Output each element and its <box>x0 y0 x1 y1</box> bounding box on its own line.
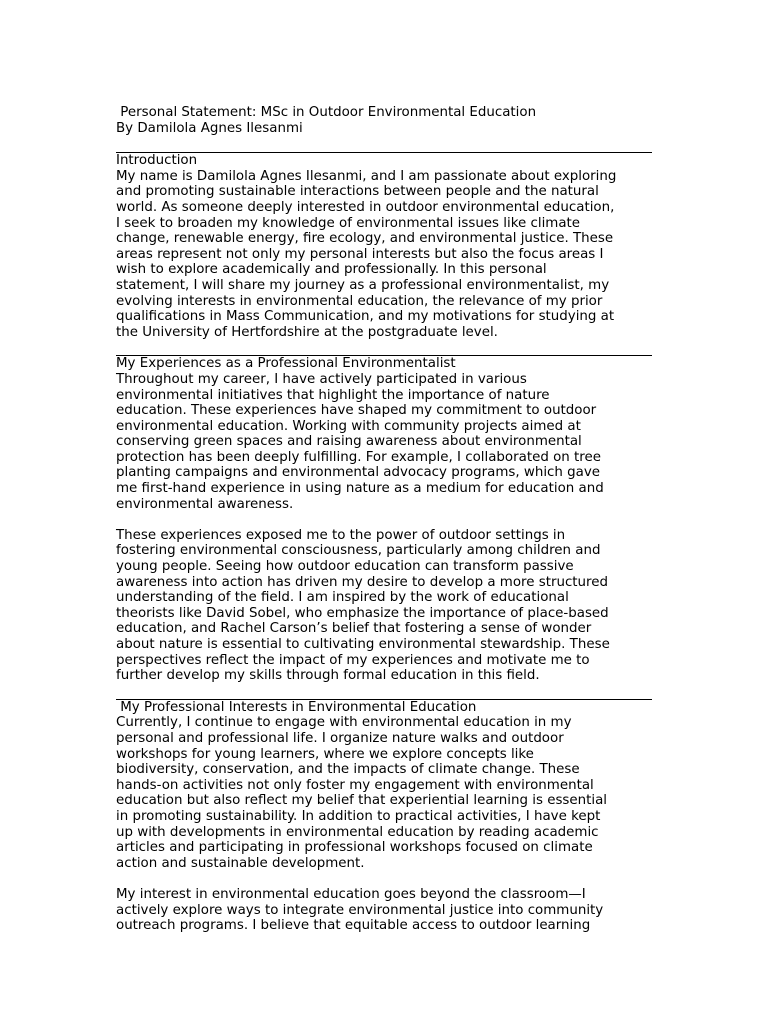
paragraph <box>116 372 652 512</box>
section-heading: Introduction <box>116 153 198 169</box>
document-byline: By Damilola Agnes Ilesanmi <box>116 120 303 136</box>
text-line: theorists like David Sobel, who emphasize the importance of place-based <box>116 605 609 621</box>
paragraph <box>116 169 652 341</box>
text-line: My interest in environmental education goes beyond the classroom—I <box>116 886 586 902</box>
text-line: the University of Hertfordshire at the postgraduate level. <box>116 324 498 340</box>
section-professional-interests <box>116 700 652 934</box>
text-line: further develop my skills through formal education in this field. <box>116 668 540 684</box>
text-line: statement, I will share my journey as a professional environmentalist, my <box>116 277 610 293</box>
text-line: I seek to broaden my knowledge of environmental issues like climate <box>116 215 581 231</box>
text-line: personal and professional life. I organize nature walks and outdoor <box>116 730 564 746</box>
title-block <box>116 105 652 136</box>
text-line: education but also reflect my belief that experiential learning is essential <box>116 793 608 809</box>
text-line: education. These experiences have shaped my commitment to outdoor <box>116 403 597 419</box>
text-line: change, renewable energy, fire ecology, and environmental justice. These <box>116 231 614 247</box>
text-line: Currently, I continue to engage with environmental education in my <box>116 715 572 731</box>
text-line: actively explore ways to integrate environmental justice into community <box>116 902 604 918</box>
text-line: about nature is essential to cultivating environmental stewardship. These <box>116 637 610 652</box>
text-line: and promoting sustainable interactions between people and the natural <box>116 184 599 200</box>
section-experiences <box>116 356 652 683</box>
text-line: world. As someone deeply interested in outdoor environmental education, <box>116 199 615 215</box>
text-line: in promoting sustainability. In addition to practical activities, I have kept <box>116 808 601 824</box>
text-line: me first-hand experience in using nature as a medium for education and <box>116 481 604 497</box>
text-line: protection has been deeply fulfilling. For example, I collaborated on tree <box>116 449 601 465</box>
text-line: up with developments in environmental education by reading academic <box>116 824 599 840</box>
text-line: perspectives reflect the impact of my experiences and motivate me to <box>116 652 590 668</box>
text-line: fostering environmental consciousness, particularly among children and <box>116 543 601 559</box>
document-page <box>116 105 652 934</box>
text-line: environmental initiatives that highlight the importance of nature <box>116 387 550 403</box>
text-line: workshops for young learners, where we explore concepts like <box>116 746 534 762</box>
text-line: outreach programs. I believe that equitable access to outdoor learning <box>116 918 591 934</box>
text-line: articles and participating in professional workshops focused on climate <box>116 840 593 856</box>
text-line: areas represent not only my personal interests but also the focus areas I <box>116 246 604 262</box>
text-line: hands-on activities not only foster my engagement with environmental <box>116 777 594 793</box>
text-line: wish to explore academically and professionally. In this personal <box>116 262 547 278</box>
section-introduction <box>116 153 652 340</box>
text-line: young people. Seeing how outdoor education can transform passive <box>116 559 574 575</box>
paragraph <box>116 528 652 684</box>
document-title: Personal Statement: MSc in Outdoor Environmental Education <box>116 105 537 120</box>
text-line: My name is Damilola Agnes Ilesanmi, and I am passionate about exploring <box>116 168 617 184</box>
text-line: action and sustainable development. <box>116 855 365 871</box>
text-line: qualifications in Mass Communication, and my motivations for studying at <box>116 309 615 325</box>
section-heading: My Professional Interests in Environmental Education <box>116 699 477 715</box>
text-line: environmental education. Working with community projects aimed at <box>116 418 581 434</box>
text-line: environmental awareness. <box>116 496 294 512</box>
paragraph <box>116 715 652 871</box>
text-line: These experiences exposed me to the power of outdoor settings in <box>116 527 566 543</box>
text-line: Throughout my career, I have actively participated in various <box>116 371 527 387</box>
text-line: conserving green spaces and raising awareness about environmental <box>116 434 582 450</box>
paragraph <box>116 887 652 934</box>
section-heading: My Experiences as a Professional Environmentalist <box>116 356 456 372</box>
text-line: awareness into action has driven my desire to develop a more structured <box>116 574 608 590</box>
text-line: biodiversity, conservation, and the impacts of climate change. These <box>116 762 580 778</box>
text-line: evolving interests in environmental education, the relevance of my prior <box>116 293 603 309</box>
text-line: education, and Rachel Carson’s belief that fostering a sense of wonder <box>116 621 592 637</box>
text-line: planting campaigns and environmental advocacy programs, which gave <box>116 465 601 481</box>
text-line: understanding of the field. I am inspired by the work of educational <box>116 590 569 606</box>
